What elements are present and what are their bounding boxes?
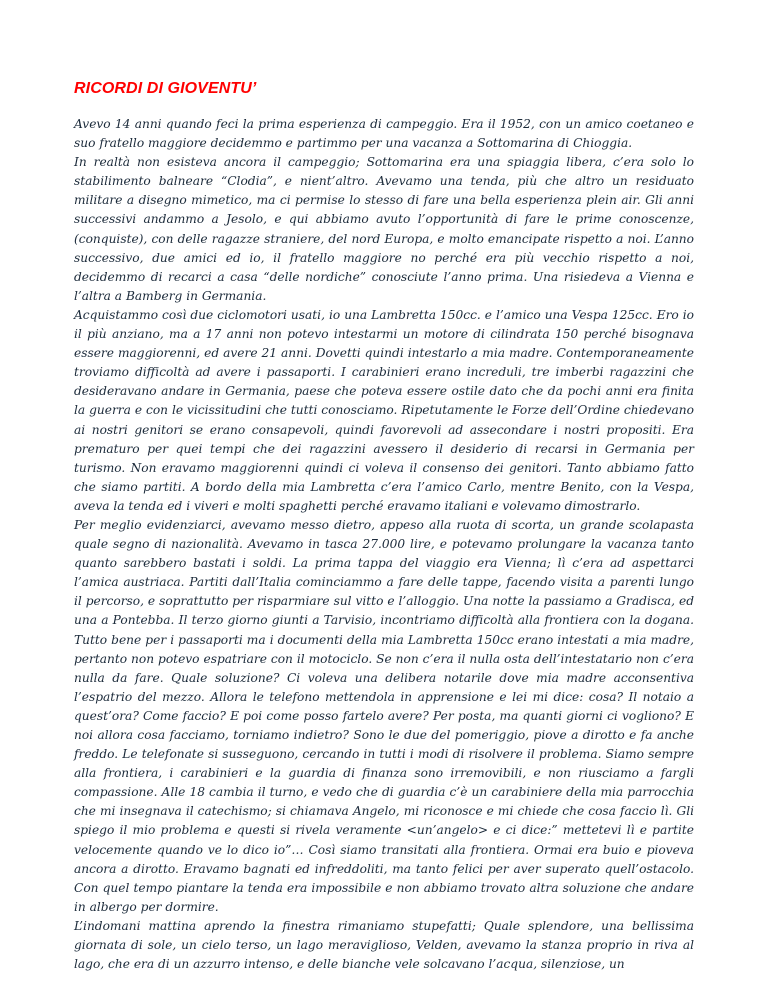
document-title: RICORDI DI GIOVENTU’ [74, 80, 257, 97]
paragraph: Per meglio evidenziarci, avevamo messo dietro, appeso alla ruota di scorta, un grande scolapasta quale segno di nazionalità. Avevamo in tasca 27.000 lire, e potevamo prolungare la vacanza tanto quanto sarebbero bastati i soldi. La prima tappa del viaggio era Vienna; lì c’era ad aspettarci l’amica austriaca. Partiti dall’Italia cominciammo a fare delle tappe, facendo visita a parenti lungo il percorso, e soprattutto per risparmiare sul vitto e l’alloggio. Una notte la passiamo a Gradisca, ed una a Pontebba. Il terzo giorno giunti a Tarvisio, incontriamo difficoltà alla frontiera con la dogana. Tutto bene per i passaporti ma i documenti della mia Lambretta 150cc erano intestati a mia madre, pertanto non potevo espatriare con il motociclo. Se non c’era il nulla osta dell’intestatario non c’era nulla da fare. Quale soluzione? Ci voleva una delibera notarile dove mia madre acconsentiva l’espatrio del mezzo. Allora le telefono mettendola in apprensione e lei mi dice: cosa? Il notaio a quest’ora? Come faccio? E poi come posso fartelo avere? Per posta, ma quanti giorni ci vogliono? E noi allora cosa facciamo, torniamo indietro? Sono le due del pomeriggio, piove a dirotto e fa anche freddo. Le telefonate si susseguono, cercando in tutti i modi di risolvere il problema. Siamo sempre alla frontiera, i carabinieri e la guardia di finanza sono irremovibili, e non riusciamo a fargli compassione. Alle 18 cambia il turno, e vedo che di guardia c’è un carabiniere della mia parrocchia che mi insegnava il catechismo; si chiamava Angelo, mi riconosce e mi chiede che cosa faccio lì. Gli spiego il mio problema e questi si rivela veramente <un’angelo> e ci dice:” mettetevi lì e partite velocemente quando ve lo dico io”… Così siamo transitati alla frontiera. Ormai era buio e pioveva ancora a dirotto. Eravamo bagnati ed infreddoliti, ma tanto felici per aver superato quell’ostacolo. Con quel tempo piantare la tenda era impossibile e non abbiamo trovato altra soluzione che andare in albergo per dormire. [74, 517, 694, 914]
paragraph: Avevo 14 anni quando feci la prima esperienza di campeggio. Era il 1952, con un amico coetaneo e suo fratello maggiore decidemmo e partimmo per una vacanza a Sottomarina di Chioggia. [74, 117, 694, 151]
document-body [74, 115, 694, 974]
paragraph: L’indomani mattina aprendo la finestra rimaniamo stupefatti; Quale splendore, una bellissima giornata di sole, un cielo terso, un lago meraviglioso, Velden, avevamo la stanza proprio in riva al lago, che era di un azzurro intenso, e delle bianche vele solcavano l’acqua, silenziose, un [74, 918, 694, 972]
paragraph: Acquistammo così due ciclomotori usati, io una Lambretta 150cc. e l’amico una Vespa 125cc. Ero io il più anziano, ma a 17 anni non potevo intestarmi un motore di cilindrata 150 perché bisognava essere maggiorenni, ed avere 21 anni. Dovetti quindi intestarlo a mia madre. Contemporaneamente troviamo difficoltà ad avere i passaporti. I carabinieri erano increduli, tre imberbi ragazzini che desideravano andare in Germania, paese che poteva essere ostile dato che da pochi anni era finita la guerra e con le vicissitudini che tutti conosciamo. Ripetutamente le Forze dell’Ordine chiedevano ai nostri genitori se erano consapevoli, quindi favorevoli ad assecondare i nostri propositi. Era prematuro per quei tempi che dei ragazzini avessero il desiderio di recarsi in Germania per turismo. Non eravamo maggiorenni quindi ci voleva il consenso dei genitori. Tanto abbiamo fatto che siamo partiti. A bordo della mia Lambretta c’era l’amico Carlo, mentre Benito, con la Vespa, aveva la tenda ed i viveri e molti spaghetti perché eravamo italiani e volevamo dimostrarlo. [74, 307, 694, 513]
paragraph: In realtà non esisteva ancora il campeggio; Sottomarina era una spiaggia libera, c’era solo lo stabilimento balneare “Clodia”, e nient’altro. Avevamo una tenda, più che altro un residuato militare a disegno mimetico, ma ci permise lo stesso di fare una bella esperienza plein air. Gli anni successivi andammo a Jesolo, e qui abbiamo avuto l’opportunità di fare le prime conoscenze, (conquiste), con delle ragazze straniere, del nord Europa, e molto emancipate rispetto a noi. L’anno successivo, due amici ed io, il fratello maggiore no perché era più vecchio rispetto a noi, decidemmo di recarci a casa “delle nordiche” conosciute l’anno prima. Una risiedeva a Vienna e l’altra a Bamberg in Germania. [74, 155, 694, 303]
